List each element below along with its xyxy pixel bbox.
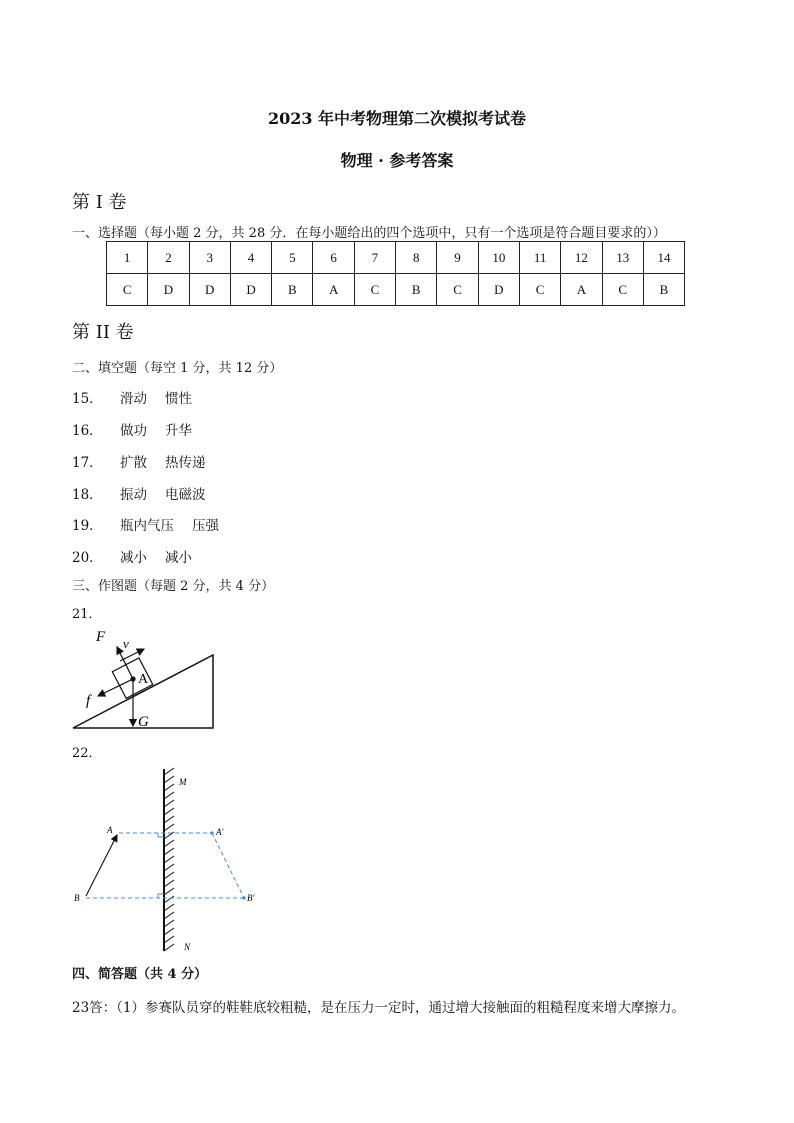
question-number: 17． bbox=[72, 455, 103, 471]
question-number: 16． bbox=[72, 423, 103, 439]
mirror-image-diagram bbox=[70, 765, 270, 955]
table-cell: D bbox=[478, 274, 519, 306]
answer: 升华 bbox=[165, 423, 192, 439]
question-number: 18． bbox=[72, 487, 103, 503]
answer: 滑动 bbox=[120, 391, 147, 407]
question-number: 19． bbox=[72, 518, 103, 534]
answer: 减小 bbox=[120, 550, 147, 566]
table-cell: 13 bbox=[602, 242, 643, 274]
question-22-number: 22． bbox=[72, 746, 102, 761]
label-g: G bbox=[138, 714, 149, 730]
table-cell: 4 bbox=[230, 242, 271, 274]
table-cell: C bbox=[437, 274, 478, 306]
question-number: 15． bbox=[72, 391, 103, 407]
question-21-number: 21． bbox=[72, 607, 102, 622]
table-cell: B bbox=[396, 274, 437, 306]
point-a-dot bbox=[130, 676, 135, 681]
table-cell: C bbox=[107, 274, 148, 306]
image-point-b bbox=[242, 896, 245, 899]
part-1-title: 第 Ⅰ 卷 bbox=[72, 192, 127, 213]
label-a: A bbox=[138, 672, 149, 687]
answer: 电磁波 bbox=[165, 487, 206, 503]
fill-section-title: 二、填空题（每空 1 分，共 12 分） bbox=[72, 361, 283, 376]
table-cell: 14 bbox=[643, 242, 684, 274]
incline-force-diagram bbox=[70, 626, 220, 732]
table-cell: B bbox=[643, 274, 684, 306]
answer: 扩散 bbox=[120, 455, 147, 471]
answer: 压强 bbox=[192, 518, 219, 534]
table-cell: 7 bbox=[354, 242, 395, 274]
answer-table bbox=[106, 241, 685, 306]
table-cell: 2 bbox=[148, 242, 189, 274]
table-cell: C bbox=[354, 274, 395, 306]
table-cell: 6 bbox=[313, 242, 354, 274]
friction-arrow bbox=[98, 679, 133, 696]
answer: 惯性 bbox=[165, 391, 192, 407]
table-cell: 5 bbox=[272, 242, 313, 274]
answer-line-16 bbox=[72, 419, 210, 439]
table-cell: B bbox=[272, 274, 313, 306]
answer-line-17 bbox=[72, 451, 224, 471]
label-m: M bbox=[179, 777, 187, 787]
table-cell: 10 bbox=[478, 242, 519, 274]
label-b-prime: B′ bbox=[247, 893, 255, 903]
label-n: N bbox=[184, 942, 191, 952]
answer-line-20 bbox=[72, 546, 210, 566]
choice-section-title: 一、选择题（每小题 2 分，共 28 分．在每小题给出的四个选项中，只有一个选项是符合题目要求的）） bbox=[72, 226, 666, 241]
part-2-title: 第 II 卷 bbox=[72, 322, 134, 343]
table-cell: 9 bbox=[437, 242, 478, 274]
label-v: v bbox=[123, 636, 129, 651]
answer-line-19 bbox=[72, 514, 237, 534]
answer-line-15 bbox=[72, 387, 210, 407]
label-a-prime: A′ bbox=[216, 827, 224, 837]
question-23-answer: 23答：（1）参赛队员穿的鞋鞋底较粗糙，是在压力一定时，通过增大接触面的粗糙程度来增大摩擦力。 bbox=[72, 1000, 686, 1016]
label-f-force: F bbox=[96, 629, 106, 645]
table-cell: 11 bbox=[519, 242, 560, 274]
mirror-hatching bbox=[164, 768, 174, 951]
answer-line-18 bbox=[72, 483, 224, 503]
table-cell: 1 bbox=[107, 242, 148, 274]
force-f-arrow bbox=[117, 647, 133, 679]
table-cell: C bbox=[519, 274, 560, 306]
answer: 减小 bbox=[165, 550, 192, 566]
answer: 做功 bbox=[120, 423, 147, 439]
question-number: 20． bbox=[72, 550, 103, 566]
table-cell: 12 bbox=[561, 242, 602, 274]
answer: 热传递 bbox=[165, 455, 206, 471]
answer: 振动 bbox=[120, 487, 147, 503]
image-point-a bbox=[210, 831, 213, 834]
table-cell: D bbox=[230, 274, 271, 306]
table-cell: D bbox=[189, 274, 230, 306]
answer: 瓶内气压 bbox=[120, 518, 174, 534]
draw-section-title: 三、作图题（每题 2 分，共 4 分） bbox=[72, 579, 275, 594]
table-cell: C bbox=[602, 274, 643, 306]
label-a: A bbox=[107, 825, 113, 835]
table-cell: 3 bbox=[189, 242, 230, 274]
label-friction: f bbox=[86, 693, 91, 709]
table-row-answers bbox=[107, 274, 685, 306]
short-answer-section-title: 四、简答题（共 4 分） bbox=[72, 967, 208, 982]
label-b: B bbox=[74, 893, 80, 903]
page-title: 2023 年中考物理第二次模拟考试卷 bbox=[267, 109, 527, 128]
page-subtitle: 物理 · 参考答案 bbox=[340, 151, 454, 170]
table-cell: 8 bbox=[396, 242, 437, 274]
table-cell: A bbox=[561, 274, 602, 306]
table-row-numbers bbox=[107, 242, 685, 274]
object-arrow-ab bbox=[86, 835, 117, 896]
table-cell: A bbox=[313, 274, 354, 306]
table-cell: D bbox=[148, 274, 189, 306]
